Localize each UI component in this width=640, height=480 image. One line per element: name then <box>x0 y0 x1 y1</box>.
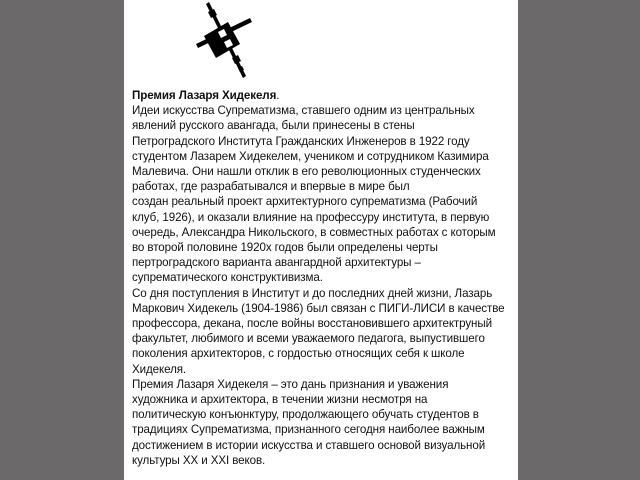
paragraph-line: Со дня поступления в Институт и до последних дней жизни, Лазарь <box>132 286 493 300</box>
paragraph-line: традициях Супрематизма, признанного сегодня наиболее важным <box>132 423 485 437</box>
paragraph-line: художника и архитектора, в течении жизни несмотря на <box>132 393 428 407</box>
paragraph-line: супрематического конструктивизма. <box>132 271 323 285</box>
paragraph-line: факультет, любимого и всеми уважаемого педагога, выпустившего <box>132 332 485 346</box>
paragraph-line: Идеи искусства Супрематизма, ставшего одним из центральных <box>132 104 475 118</box>
suprematist-logo-icon <box>194 2 254 82</box>
paragraph-line: Петроградского Института Гражданских Инженеров в 1922 году <box>132 134 470 148</box>
paragraph-line: профессора, декана, после войны восстановившего архитектруный <box>132 317 492 331</box>
paragraph-line: Хидекеля. <box>132 362 187 376</box>
document-title: Премия Лазаря Хидекеля <box>132 89 277 102</box>
paragraph-line: явлений русского авангада, были принесены в стены <box>132 119 415 133</box>
title-period: . <box>276 89 280 102</box>
paragraph-line: во второй половине 1920х годов были определены черты <box>132 241 438 255</box>
paragraph-line: политическую конъюнктуру, продолжающего обучать студентов в <box>132 408 479 422</box>
document-page <box>124 0 518 480</box>
document-title-line <box>132 88 518 103</box>
paragraph-line: клуб, 1926), и оказали влияние на профессуру института, в первую <box>132 210 490 224</box>
paragraph-line: пертроградского варианта авангардной архитектуры – <box>132 256 421 270</box>
paragraph-line: Премия Лазаря Хидекеля – это дань признания и уважения <box>132 377 449 391</box>
paragraph-line: студентом Лазарем Хидекелем, учеником и сотрудником Казимира <box>132 149 489 163</box>
paragraph-line: создан реальный проект архитектурного супрематизма (Рабочий <box>132 195 478 209</box>
paragraph-line: Малевича. Они нашли отклик в его революционных студенческих <box>132 165 481 179</box>
paragraph-line: культуры XX и XXI веков. <box>132 453 266 467</box>
paragraph-line: очередь, Александра Никольского, в совместных работах с которым <box>132 225 496 239</box>
paragraph-line: достижением в истории искусства и ставшего основой визуальной <box>132 438 486 452</box>
paragraph-line: Маркович Хидекель (1904-1986) был связан с ПИГИ-ЛИСИ в качестве <box>132 301 505 315</box>
paragraph-line: работах, где разрабатывался и впервые в мире был <box>132 180 410 194</box>
document-body <box>132 88 518 468</box>
paragraph-line: поколения архитекторов, с гордостью относящих себя к школе <box>132 347 465 361</box>
